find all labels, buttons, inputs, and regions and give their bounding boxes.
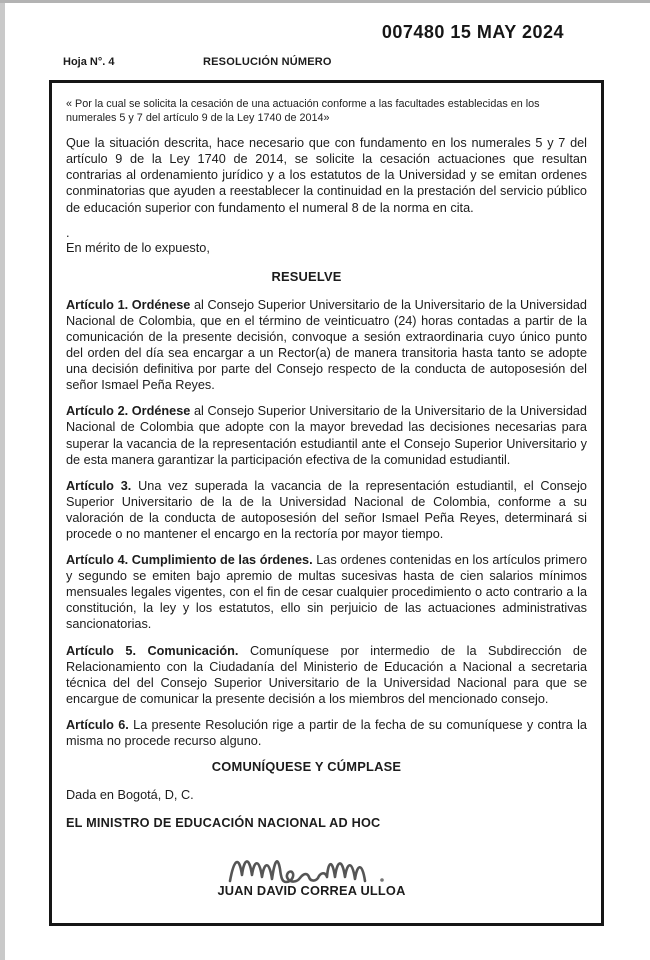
signatory-title: EL MINISTRO DE EDUCACIÓN NACIONAL AD HOC bbox=[66, 816, 381, 831]
article-2-text: al Consejo Superior Universitario de la Universitario de la Universidad Nacional de Colombia que adopte con la mayor brevedad las decisiones necesarias para superar la vacancia de la representación estudiantil ante el Consejo Superior Universitario y de esta manera garantizar la participación efectiva de la comunidad estudiantil. bbox=[66, 404, 587, 467]
article-3-text: Una vez superada la vacancia de la representación estudiantil, el Consejo Superior Universitario de la de la Universidad Nacional de Colombia, conforme a su valoración de la conducta de autoposesión del señor Ismael Peña Reyes, determinará si procede o no mantener el encargo en la rectoría por mayor tiempo. bbox=[66, 478, 587, 541]
signature-block bbox=[66, 845, 557, 898]
article-2 bbox=[66, 403, 587, 467]
article-1-text: al Consejo Superior Universitario de la Universitario de la Universidad Nacional de Colombia, que en el término de veinticuatro (24) horas contadas a partir de la comunicación de la presente decisión, convoque a sesión extraordinaria cuyo único punto del orden del día sea encargar a un Rector(a) de manera transitoria hasta tanto se adopte una decisión definitiva por parte del Consejo respecto de la conducta de autoposesión del señor Ismael Peña Reyes. bbox=[66, 297, 587, 393]
scan-edge-left bbox=[0, 0, 5, 960]
article-1 bbox=[66, 297, 587, 394]
article-6-label: Artículo 6. bbox=[66, 717, 129, 732]
resolution-body-frame bbox=[49, 80, 604, 926]
article-4 bbox=[66, 552, 587, 632]
scan-edge-top bbox=[0, 0, 650, 3]
resolution-number-date-stamp: 007480 15 MAY 2024 bbox=[381, 22, 564, 42]
article-4-label: Artículo 4. Cumplimiento de las órdenes. bbox=[66, 553, 313, 568]
article-2-label: Artículo 2. Ordénese bbox=[66, 404, 191, 419]
resolution-number-label: RESOLUCIÓN NÚMERO bbox=[203, 56, 332, 68]
signatory-name: JUAN DAVID CORREA ULLOA bbox=[217, 883, 406, 899]
closing-heading: COMUNÍQUESE Y CÚMPLASE bbox=[211, 759, 402, 775]
article-1-label: Artículo 1. Ordénese bbox=[66, 297, 191, 312]
article-5-label: Artículo 5. Comunicación. bbox=[66, 643, 239, 658]
subject-quote: « Por la cual se solicita la cesación de una actuación conforme a las facultades establecidas en los numerales 5 y 7 del artículo 9 de la Ley 1740 de 2014» bbox=[66, 98, 540, 124]
merit-line: En mérito de lo expuesto, bbox=[66, 240, 210, 255]
article-5-text: Comuníquese por intermedio de la Subdirección de Relacionamiento con la Ciudadanía del Ministerio de Educación a Nacional a secretaria técnica del del Consejo Superior Universitario de la Universidad Nacional para que se encargue de comunicar la presente decisión a los miembros del mencionado consejo. bbox=[66, 643, 588, 706]
intro-paragraph: Que la situación descrita, hace necesario que con fundamento en los numerales 5 y 7 del artículo 9 de la Ley 1740 de 2014, se solicite la cesación actuaciones que resultan contrarias al ordenamiento jurídico y a los estatutos de la Universidad y se emitan ordenes conminatorias que ayuden a reestablecer la continuidad en la prestación del servicio público de educación superior con fundamento el numeral 8 de la norma en cita. bbox=[66, 136, 587, 215]
place-line: Dada en Bogotá, D, C. bbox=[66, 788, 194, 803]
article-6-text: La presente Resolución rige a partir de la fecha de su comuníquese y contra la misma no procede recurso alguno. bbox=[66, 717, 587, 748]
article-4-text: Las ordenes contenidas en los artículos primero y segundo se emiten bajo apremio de multas sucesivas hasta de cien salarios mínimos mensuales legales vigentes, con el fin de cesar cualquier procedimiento o acto contrario a la constitución, la ley y los estatutos, ello sin perjuicio de las actuaciones administrativas sancionatorias. bbox=[66, 553, 587, 632]
article-5 bbox=[66, 643, 587, 707]
sheet-number-label: Hoja N°. 4 bbox=[63, 56, 115, 68]
resolve-heading: RESUELVE bbox=[271, 268, 342, 284]
stray-dot-line: . bbox=[66, 225, 70, 240]
article-6 bbox=[66, 717, 587, 749]
article-3 bbox=[66, 478, 587, 542]
article-3-label: Artículo 3. bbox=[66, 478, 132, 493]
